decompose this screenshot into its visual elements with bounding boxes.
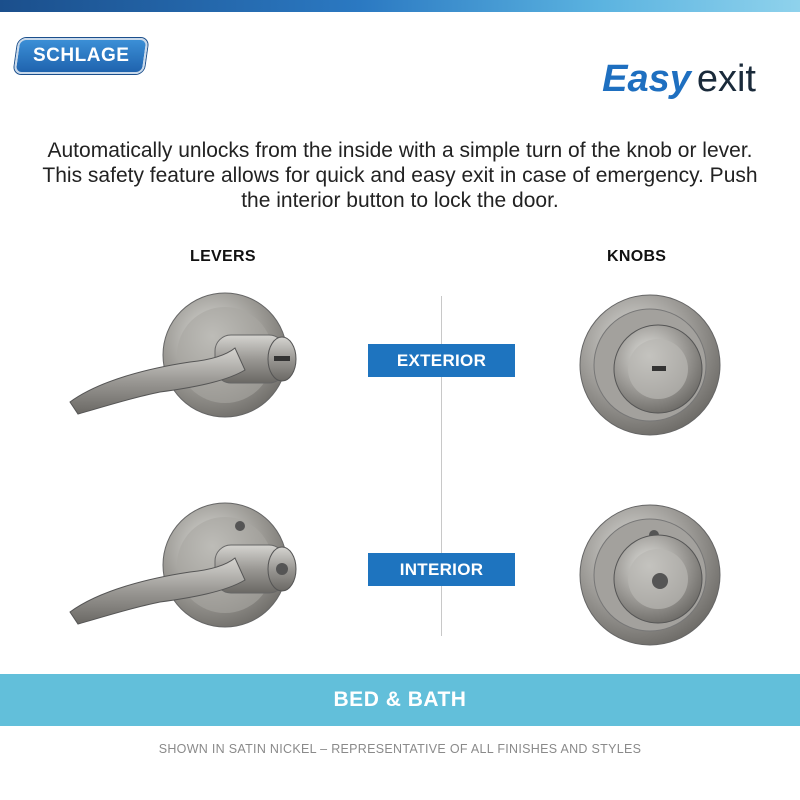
interior-label: INTERIOR [368,553,515,586]
interior-knob-image [570,495,730,655]
exterior-knob-image [570,285,730,445]
category-band: BED & BATH [0,674,800,726]
easy-exit-title [602,60,756,98]
interior-lever-image [60,500,310,650]
logo-text: SCHLAGE [32,45,130,66]
levers-heading: LEVERS [190,248,256,265]
feature-description: Automatically unlocks from the inside with a simple turn of the knob or lever. This safety feature allows for quick and easy exit in case of emergency. Push the interior button to lock the door. [42,139,758,212]
top-gradient-bar [0,0,800,12]
exterior-label: EXTERIOR [368,344,515,377]
title-easy: Easy [602,58,691,100]
finish-disclaimer: SHOWN IN SATIN NICKEL – REPRESENTATIVE OF ALL FINISHES AND STYLES [158,742,642,756]
schlage-logo [13,38,148,74]
title-exit: exit [696,58,756,100]
exterior-lever-image [60,290,310,440]
knobs-heading: KNOBS [607,248,667,265]
